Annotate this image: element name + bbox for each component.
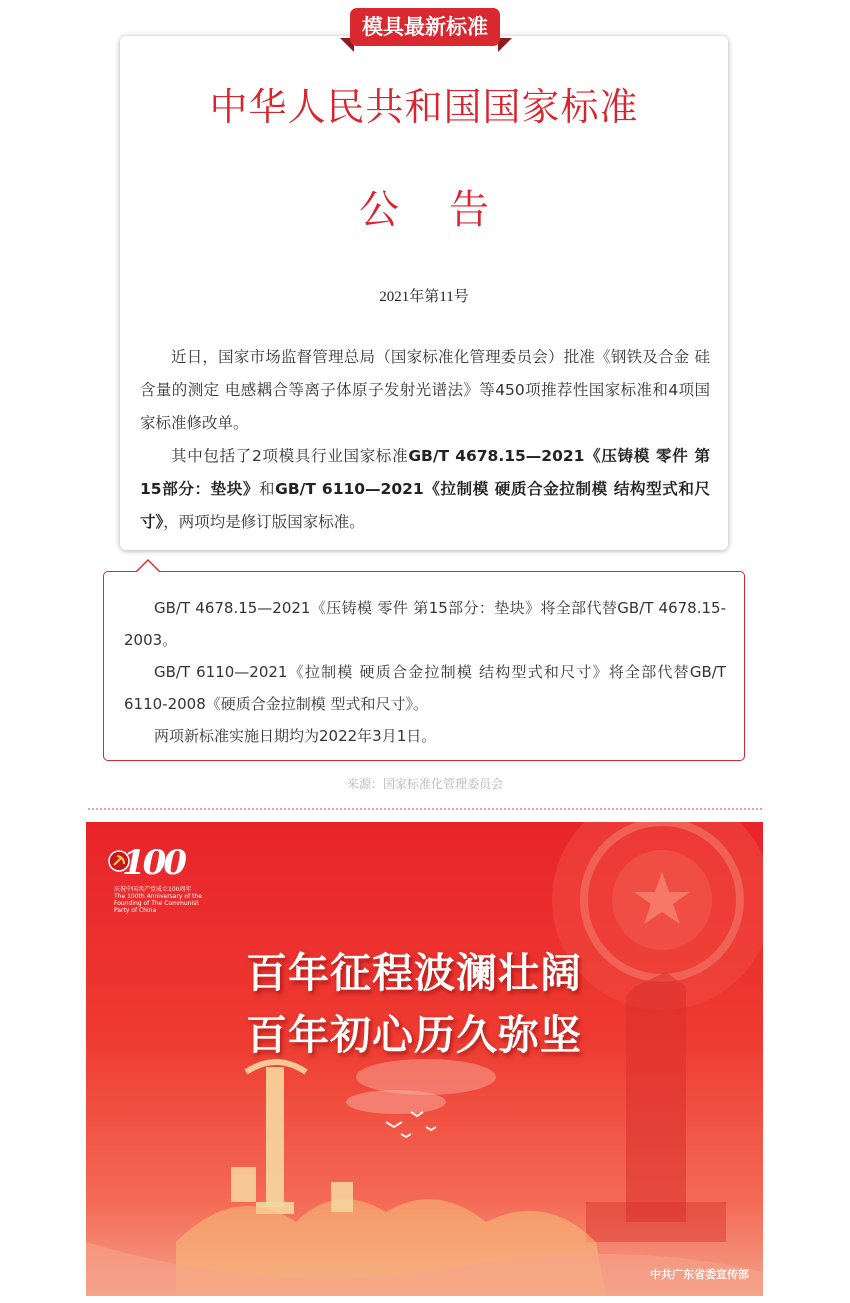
announcement-body — [140, 341, 710, 539]
announcement-card — [120, 36, 728, 550]
tag-ribbon-right — [498, 38, 512, 52]
announcement-paragraph-1: 近日，国家市场监督管理总局（国家标准化管理委员会）批准《钢铁及合金 硅含量的测定 电感耦合等离子体原子发射光谱法》等450项推荐性国家标准和4项国家标准修改单。 — [140, 348, 710, 432]
announcement-number: 2021年第11号 — [379, 289, 469, 305]
details-pointer-fill — [137, 561, 159, 572]
standard-name-2: GB/T 6110—2021《拉制模 硬质合金拉制模 结构型式和尺寸》 — [140, 480, 710, 531]
logo-caption: 庆祝中国共产党成立100周年 The 100th Anniversary of the Founding of The Communist Party of China — [114, 886, 202, 914]
para2-mid: 和 — [258, 480, 276, 498]
section-tag-label: 模具最新标准 — [350, 8, 500, 46]
announcement-title: 公告 — [359, 187, 539, 233]
details-box — [103, 571, 745, 761]
section-tag — [340, 8, 512, 48]
anniversary-banner — [86, 822, 763, 1296]
standard-name-1: GB/T 4678.15—2021《压铸模 零件 第15部分：垫块》 — [140, 447, 710, 498]
announcement-header: 中华人民共和国国家标准 — [209, 85, 639, 129]
banner-publisher: 中共广东省委宣传部 — [650, 1268, 749, 1281]
announcement-paragraph-2 — [140, 440, 710, 539]
details-body — [124, 592, 726, 752]
dotted-divider — [88, 808, 762, 810]
details-line-2: GB/T 6110—2021《拉制模 硬质合金拉制模 结构型式和尺寸》将全部代替GB/T 6110-2008《硬质合金拉制模 型式和尺寸》。 — [124, 663, 726, 713]
slogan-line-1: 百年征程波澜壮阔 — [246, 949, 582, 997]
logo-number: 100 — [122, 843, 184, 883]
source-caption: 来源：国家标准化管理委员会 — [346, 777, 503, 791]
slogan-line-2: 百年初心历久弥坚 — [246, 1011, 582, 1059]
details-line-1: GB/T 4678.15—2021《压铸模 零件 第15部分：垫块》将全部代替GB/T 4678.15-2003。 — [124, 599, 726, 649]
para2-prefix: 其中包括了2项模具行业国家标准 — [171, 447, 409, 465]
para2-suffix: ，两项均是修订版国家标准。 — [163, 513, 365, 531]
details-line-3: 两项新标准实施日期均为2022年3月1日。 — [154, 727, 437, 745]
